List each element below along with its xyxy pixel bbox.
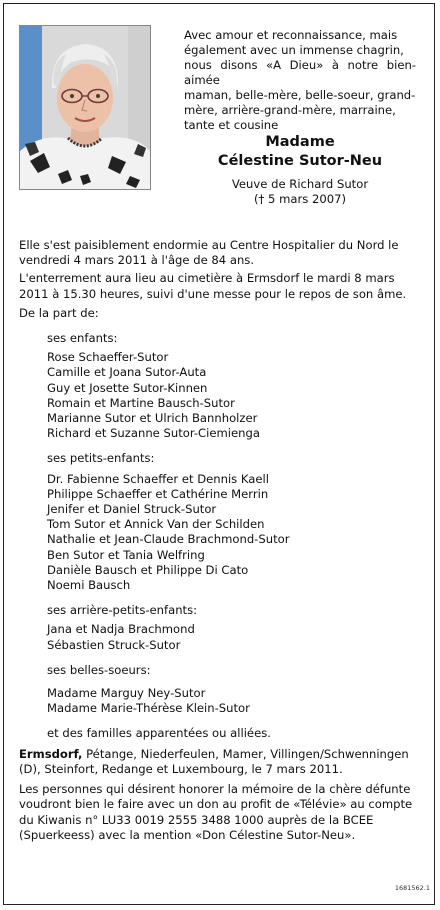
intro-line: également avec un immense chagrin, [184,43,404,57]
list-item: Romain et Martine Bausch-Sutor [47,395,235,410]
list-item: Jana et Nadja Brachmond [47,622,195,637]
honorific: Madame [265,134,335,150]
list-item: Marianne Sutor et Ulrich Bannholzer [47,411,258,426]
widow-line: Veuve de Richard Sutor [231,177,369,191]
portrait-photo [19,25,151,190]
family-group-grandchildren [47,451,420,593]
paragraph-line: voudront bien le faire avec un don au profit de «Télévie» au compte [19,797,413,812]
paragraph-line: (D), Steinfort, Redange et Luxembourg, le 7 mars 2011. [19,761,343,776]
place-bold: Ermsdorf, [19,746,83,761]
place-rest: Pétange, Niederfeulen, Mamer, Villingen/Schwenningen [82,746,409,761]
list-item: Camille et Joana Sutor-Auta [47,365,207,380]
intro-line: nous disons «A Dieu» à notre bien-aimée [184,58,416,87]
from-label: De la part de: [19,305,99,320]
donation-paragraph [19,782,420,843]
list-item: Ben Sutor et Tania Welfring [47,547,205,562]
list-item: Rose Schaeffer-Sutor [47,350,169,365]
paragraph-line: vendredi 4 mars 2011 à l'âge de 84 ans. [19,253,255,268]
list-item: Nathalie et Jean-Claude Brachmond-Sutor [47,532,290,547]
intro-line: tante et cousine [184,118,279,132]
paragraph-line: (Spuerkeess) avec la mention «Don Célestine Sutor-Neu». [19,827,356,842]
notice-body [19,238,420,843]
paragraph-line: 2011 à 15.30 heures, suivi d'une messe pour le repos de son âme. [19,286,407,301]
reference-code: 1681562.1 [394,884,430,892]
intro-line: mère, arrière-grand-mère, marraine, [184,103,396,117]
family-group-great-grandchildren [47,603,420,653]
list-item: Danièle Bausch et Philippe Di Cato [47,562,249,577]
list-item: Madame Marguy Ney-Sutor [47,686,206,701]
list-item: Jenifer et Daniel Struck-Sutor [47,502,217,517]
intro-line: Avec amour et reconnaissance, mais [184,28,398,42]
paragraph-line: L'enterrement aura lieu au cimetière à Ermsdorf le mardi 8 mars [19,271,395,286]
family-group-sisters-in-law [47,663,420,717]
funeral-paragraph [19,271,420,301]
place-date-line [19,747,420,777]
paragraph-line: du Kiwanis n° LU33 0019 2555 3488 1000 auprès de la BCEE [19,812,374,827]
paragraph-line: Elle s'est paisiblement endormie au Centre Hospitalier du Nord le [19,238,399,252]
portrait-illustration [20,26,150,189]
deceased-name-block [184,133,416,207]
family-group-children [47,331,420,441]
group-heading: ses belles-soeurs: [47,662,151,677]
intro-line: maman, belle-mère, belle-soeur, grand- [184,88,416,102]
group-heading: ses enfants: [47,331,118,346]
intro-text [184,28,416,133]
husband-death-date: († 5 mars 2007) [254,192,346,206]
deceased-name: Célestine Sutor-Neu [217,153,383,169]
passing-paragraph [19,238,420,268]
list-item: Richard et Suzanne Sutor-Ciemienga [47,426,260,441]
list-item: Tom Sutor et Annick Van der Schilden [47,517,265,532]
families-line: et des familles apparentées ou alliées. [47,726,271,741]
list-item: Madame Marie-Thérèse Klein-Sutor [47,701,250,716]
list-item: Philippe Schaeffer et Cathérine Merrin [47,486,269,501]
list-item: Dr. Fabienne Schaeffer et Dennis Kaell [47,471,269,486]
paragraph-line: Les personnes qui désirent honorer la mémoire de la chère défunte [19,782,411,797]
list-item: Sébastien Struck-Sutor [47,637,181,652]
group-heading: ses petits-enfants: [47,451,155,466]
list-item: Guy et Josette Sutor-Kinnen [47,380,208,395]
list-item: Noemi Bausch [47,578,131,593]
group-heading: ses arrière-petits-enfants: [47,603,198,618]
